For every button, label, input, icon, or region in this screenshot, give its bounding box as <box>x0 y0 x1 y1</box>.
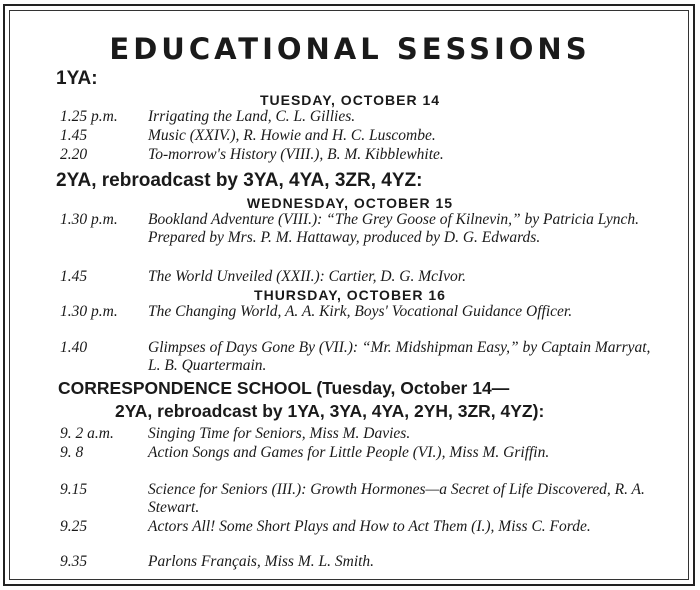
item-time: 1.40 <box>60 339 88 356</box>
item-time: 2.20 <box>60 146 88 163</box>
item-time: 1.45 <box>60 127 88 144</box>
item-time: 1.30 p.m. <box>60 211 118 228</box>
date-heading: THURSDAY, OCTOBER 16 <box>254 287 446 303</box>
correspondence-heading: CORRESPONDENCE SCHOOL (Tuesday, October 14— <box>58 378 510 398</box>
correspondence-subheading: 2YA, rebroadcast by 1YA, 3YA, 4YA, 2YH, 3ZR, 4YZ): <box>115 401 545 421</box>
item-text: The Changing World, A. A. Kirk, Boys' Vocational Guidance Officer. <box>148 303 573 320</box>
date-heading: TUESDAY, OCTOBER 14 <box>259 92 441 108</box>
item-time: 1.25 p.m. <box>60 108 118 125</box>
item-text: The World Unveiled (XXII.): Cartier, D. G. McIvor. <box>148 268 466 285</box>
item-time: 9. 8 <box>60 444 84 461</box>
item-time: 9.25 <box>60 518 88 535</box>
item-time: 1.30 p.m. <box>60 303 118 320</box>
item-text: Science for Seniors (III.): Growth Hormones—a Secret of Life Discovered, R. A. Stewart. <box>148 481 645 516</box>
item-text: To-morrow's History (VIII.), B. M. Kibblewhite. <box>148 146 444 163</box>
item-time: 9.15 <box>60 481 88 498</box>
item-text: Parlons Français, Miss M. L. Smith. <box>148 553 375 570</box>
date-heading: WEDNESDAY, OCTOBER 15 <box>246 195 454 211</box>
station-heading-2ya: 2YA, rebroadcast by 3YA, 4YA, 3ZR, 4YZ: <box>56 170 423 191</box>
item-text: Bookland Adventure (VIII.): “The Grey Goose of Kilnevin,” by Patricia Lynch. Prepared by Mrs. P. M. Hattaway, produced by D. G. Edwards. <box>148 211 639 246</box>
station-heading-1ya: 1YA: <box>56 68 98 89</box>
item-text: Action Songs and Games for Little People (VI.), Miss M. Griffin. <box>148 444 550 461</box>
item-text: Glimpses of Days Gone By (VII.): “Mr. Midshipman Easy,” by Captain Marryat, L. B. Quartermain. <box>148 339 651 374</box>
item-text: Music (XXIV.), R. Howie and H. C. Luscombe. <box>148 127 436 144</box>
item-time: 9. 2 a.m. <box>60 425 114 442</box>
page-title: EDUCATIONAL SESSIONS <box>109 32 591 66</box>
item-text: Actors All! Some Short Plays and How to Act Them (I.), Miss C. Forde. <box>148 518 591 535</box>
item-text: Irrigating the Land, C. L. Gillies. <box>148 108 356 125</box>
item-time: 1.45 <box>60 268 88 285</box>
item-time: 9.35 <box>60 553 88 570</box>
item-text: Singing Time for Seniors, Miss M. Davies. <box>148 425 411 442</box>
